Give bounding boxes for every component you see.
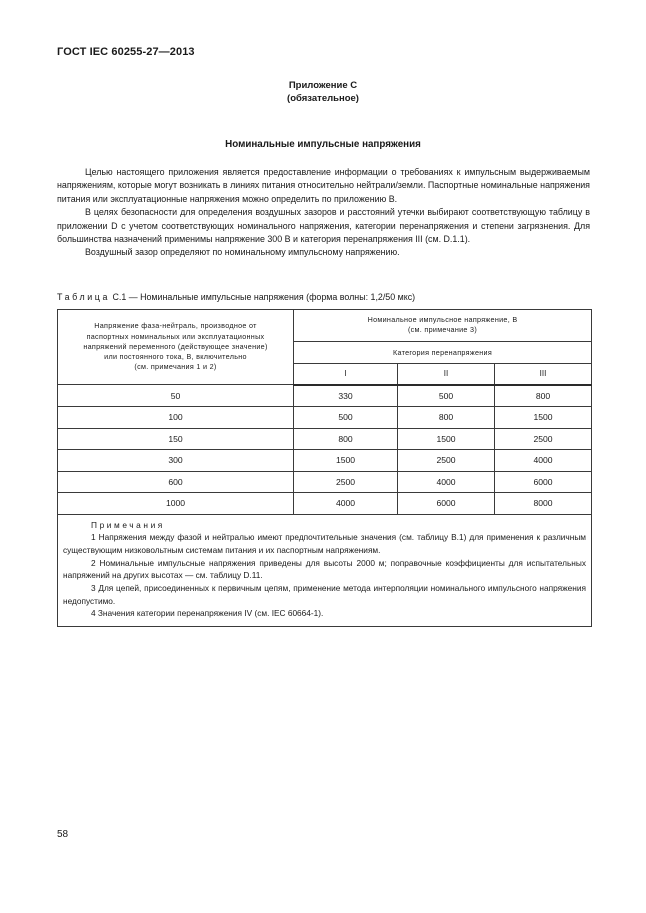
value-cell: 800 (495, 385, 592, 407)
value-cell: 2500 (398, 450, 495, 472)
voltage-cell: 1000 (58, 493, 294, 515)
value-cell: 800 (398, 407, 495, 429)
category-i-header: I (294, 364, 398, 385)
category-ii-header: II (398, 364, 495, 385)
table-row (58, 407, 592, 429)
header-phase-neutral-voltage (58, 310, 294, 385)
category-iii-header: III (495, 364, 592, 385)
value-cell: 1500 (495, 407, 592, 429)
value-cell: 4000 (495, 450, 592, 472)
value-cell: 2500 (294, 471, 398, 493)
impulse-voltage-table (57, 309, 592, 627)
table-caption-text: С.1 — Номинальные импульсные напряжения (форма волны: 1,2/50 мкс) (112, 292, 416, 302)
table-notes (58, 514, 592, 627)
header-left-line: или постоянного тока, В, включительно (104, 352, 247, 362)
header-left-line: паспортных номинальных или эксплуатационных (86, 331, 265, 341)
annex-title: Приложение С (288, 80, 358, 91)
voltage-cell: 100 (58, 407, 294, 429)
header-left-line: Напряжение фаза-нейтраль, производное от (94, 321, 257, 331)
value-cell: 500 (294, 407, 398, 429)
value-cell: 6000 (495, 471, 592, 493)
annex-status: (обязательное) (287, 93, 359, 104)
header-left-line: напряжений переменного (действующее значение) (83, 341, 268, 351)
header-left-line: (см. примечания 1 и 2) (134, 362, 217, 372)
notes-title: Примечания (91, 519, 165, 530)
voltage-cell: 50 (58, 385, 294, 407)
table-row (58, 471, 592, 493)
note: 2 Номинальные импульсные напряжения приведены для высоты 2000 м; поправочные коэффициенты для испытательных напряжений на других высотах — см. таблицу D.11. (63, 557, 586, 581)
value-cell: 8000 (495, 493, 592, 515)
page-number: 58 (57, 829, 69, 840)
voltage-cell: 300 (58, 450, 294, 472)
value-cell: 500 (398, 385, 495, 407)
header-rated-impulse-voltage (294, 310, 592, 342)
value-cell: 1500 (294, 450, 398, 472)
voltage-cell: 600 (58, 471, 294, 493)
annex-heading (0, 79, 646, 105)
table-row (58, 385, 592, 407)
body-text (57, 166, 590, 260)
value-cell: 1500 (398, 428, 495, 450)
header-right-line: (см. примечание 3) (407, 325, 478, 335)
value-cell: 330 (294, 385, 398, 407)
note: 4 Значения категории перенапряжения IV (см. IEC 60664-1). (91, 608, 324, 619)
note: 1 Напряжения между фазой и нейтралью имеют предпочтительные значения (см. таблицу В.1) для применения к различным существующим низковольтным системам питания и их паспортным напряжениям. (63, 532, 586, 555)
note: 3 Для цепей, присоединенных к первичным цепям, применение метода интерполяции номинального импульсного напряжения недопустимо. (63, 583, 586, 606)
header-overvoltage-category: Категория перенапряжения (294, 341, 592, 363)
voltage-cell: 150 (58, 428, 294, 450)
document-code: ГОСТ IEC 60255-27—2013 (57, 46, 195, 58)
table-row (58, 450, 592, 472)
paragraph: Воздушный зазор определяют по номинальному импульсному напряжению. (85, 247, 400, 258)
paragraph: Целью настоящего приложения является предоставление информации о требованиях к импульсным выдерживаемым напряжениям, которые могут возникать в линиях питания относительно нейтрали/земли. Паспортные номинальные напряжения питания или эксплуатационные напряжения можно определить по приложению В. (57, 167, 590, 204)
value-cell: 2500 (495, 428, 592, 450)
value-cell: 6000 (398, 493, 495, 515)
table-caption (57, 292, 415, 302)
paragraph: В целях безопасности для определения воздушных зазоров и расстояний утечки выбирают соответствующую таблицу в приложении D с учетом соответствующих номинального напряжения, категории перенапряжения и степени загрязнения. Для большинства назначений применимы напряжение 300 В и категория перенапряжения III (см. D.1.1). (57, 207, 590, 245)
value-cell: 4000 (294, 493, 398, 515)
value-cell: 800 (294, 428, 398, 450)
section-title: Номинальные импульсные напряжения (225, 139, 421, 150)
table-caption-label: Таблица (57, 292, 110, 302)
table-row (58, 493, 592, 515)
value-cell: 4000 (398, 471, 495, 493)
header-right-line: Номинальное импульсное напряжение, В (367, 315, 518, 325)
table-row (58, 428, 592, 450)
